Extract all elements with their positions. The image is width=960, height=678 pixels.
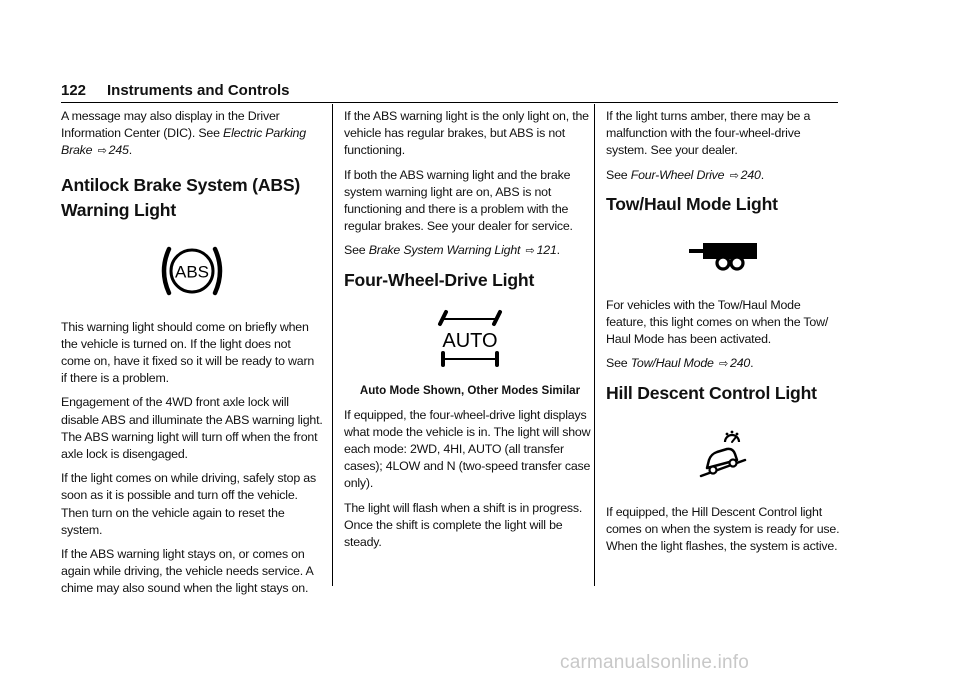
intro-paragraph: A message may also display in the Driver Information Center (DIC). See Electric Parking Brake ⇨ 245. — [61, 109, 306, 158]
abs-paragraph-2: Engagement of the 4WD front axle lock will disable ABS and illuminate the ABS warning light. The ABS warning light will turn off when the front axle lock is disengaged. — [61, 395, 323, 462]
column-1 — [61, 108, 323, 605]
hill-descent-control-icon — [606, 406, 840, 504]
abs-warning-icon — [61, 223, 323, 319]
see-brake-system: See Brake System Warning Light ⇨ 121. — [344, 243, 560, 258]
column-3 — [606, 108, 840, 562]
abs-paragraph-1: This warning light should come on briefly when the vehicle is turned on. If the light does not come on, have it fixed so it will be ready to warn if there is a problem. — [61, 319, 315, 386]
abs-paragraph-5: If the ABS warning light is the only light on, the vehicle has regular brakes, but ABS is not functioning. — [344, 109, 589, 158]
heading-tow-haul: Tow/Haul Mode Light — [606, 193, 778, 214]
page-ref-arrow-icon: ⇨ — [719, 358, 729, 371]
svg-text:ABS: ABS — [174, 262, 210, 282]
abs-paragraph-4: If the ABS warning light stays on, or comes on again while driving, the vehicle needs service. A chime may also sound when the light stays on. — [61, 547, 313, 596]
page-ref[interactable]: 240 — [740, 167, 761, 182]
page-ref-arrow-icon: ⇨ — [97, 145, 107, 158]
section-title: Instruments and Controls — [107, 82, 290, 99]
page-ref-arrow-icon: ⇨ — [525, 245, 535, 258]
column-divider-1 — [332, 104, 333, 586]
see-tow-haul-mode: See Tow/Haul Mode ⇨ 240. — [606, 356, 754, 371]
icon-caption: Auto Mode Shown, Other Modes Similar — [359, 383, 581, 397]
page-number: 122 — [61, 82, 87, 99]
column-2 — [344, 108, 596, 558]
svg-text:AUTO: AUTO — [442, 329, 498, 352]
abs-paragraph-3: If the light comes on while driving, safely stop as soon as it is possible and turn off the vehicle. Then turn on the vehicle again to reset the system. — [61, 471, 316, 537]
link-brake-system-warning-light[interactable]: Brake System Warning Light — [368, 243, 521, 258]
heading-four-wheel-drive: Four-Wheel-Drive Light — [344, 269, 535, 290]
heading-abs: Antilock Brake System (ABS) Warning Light — [61, 174, 301, 220]
heading-hill-descent: Hill Descent Control Light — [606, 382, 817, 403]
trailer-icon — [606, 217, 840, 297]
tow-haul-paragraph: For vehicles with the Tow/Haul Mode feature, this light comes on when the Tow/ Haul Mode has been activated. — [606, 297, 829, 347]
link-electric-parking-brake[interactable]: Electric Parking Brake — [61, 126, 306, 158]
page-ref[interactable]: 245 — [108, 143, 129, 158]
link-four-wheel-drive[interactable]: Four-Wheel Drive — [630, 167, 725, 182]
fwd-paragraph-3: If the light turns amber, there may be a malfunction with the four-wheel-drive system. See your dealer. — [606, 109, 811, 158]
page-ref[interactable]: 121 — [536, 243, 557, 258]
page-ref-arrow-icon: ⇨ — [729, 169, 739, 182]
page-header — [61, 82, 838, 104]
fwd-paragraph-2: The light will flash when a shift is in progress. Once the shift is complete the light will be steady. — [344, 500, 583, 550]
page-ref[interactable]: 240 — [730, 356, 751, 371]
four-wheel-drive-auto-icon — [344, 293, 596, 383]
link-tow-haul-mode[interactable]: Tow/Haul Mode — [630, 356, 714, 371]
see-four-wheel-drive: See Four-Wheel Drive ⇨ 240. — [606, 167, 764, 182]
hill-descent-paragraph: If equipped, the Hill Descent Control light comes on when the system is ready for use. When the light flashes, the system is active. — [606, 504, 840, 554]
header-rule — [61, 102, 838, 103]
watermark: carmanualsonline.info — [560, 652, 750, 673]
abs-paragraph-6: If both the ABS warning light and the brake system warning light are on, ABS is not functioning and there is a problem with the regular brakes. See your dealer for service. — [344, 167, 573, 234]
fwd-paragraph-1: If equipped, the four-wheel-drive light displays what mode the vehicle is in. The light will show each mode: 2WD, 4HI, AUTO (all transfer cases); 4LOW and N (two-speed transfer case only). — [344, 407, 591, 491]
